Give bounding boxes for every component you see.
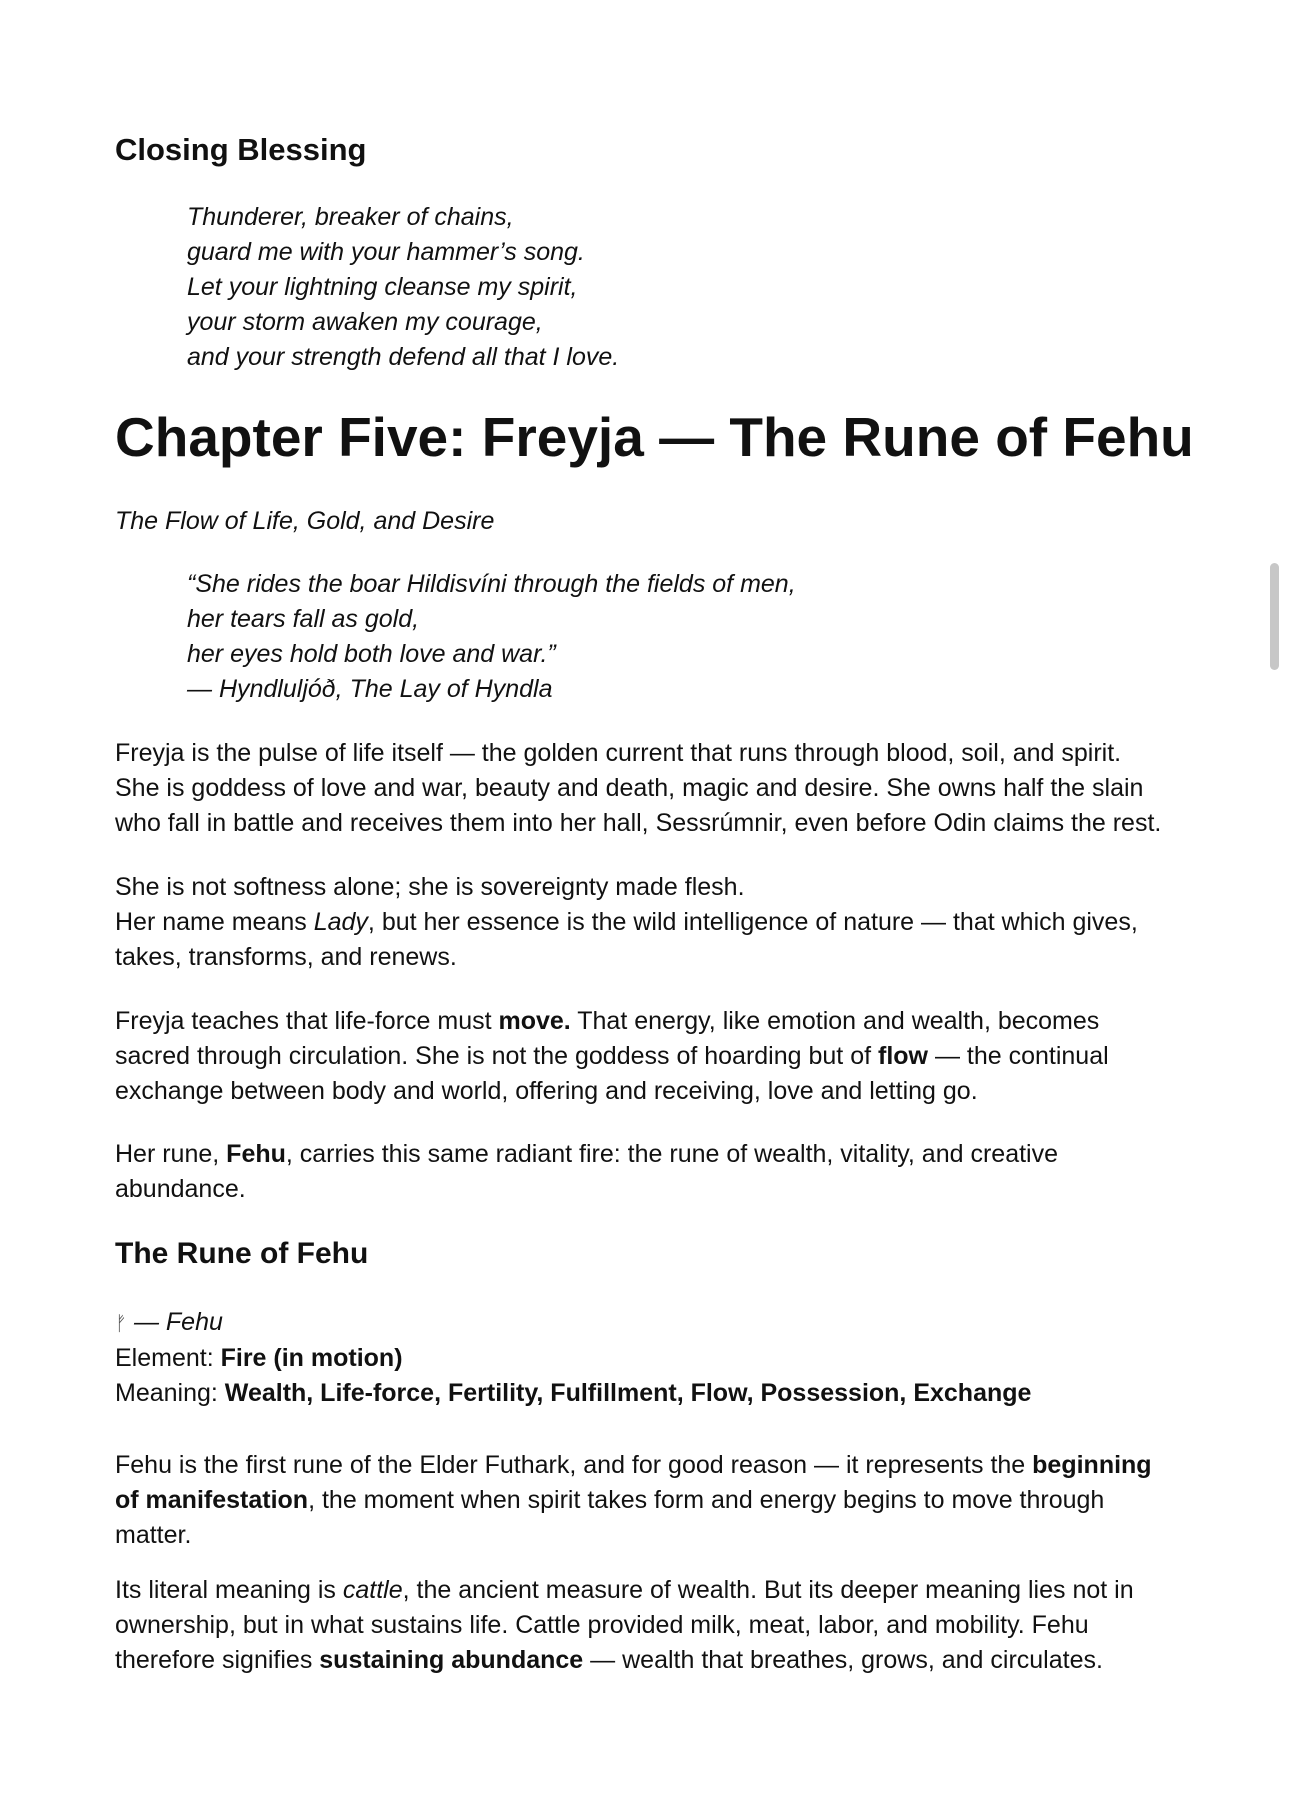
text-line: Freyja is the pulse of life itself — the golden current that runs through blood, soil, and spirit.: [115, 739, 1122, 767]
paragraph-cattle: [115, 1573, 1230, 1678]
text-line: exchange between body and world, offering and receiving, love and letting go.: [115, 1077, 978, 1105]
text-run: sacred through circulation. She is not the goddess of hoarding but of: [115, 1042, 878, 1070]
text-run: — wealth that breathes, grows, and circulates.: [583, 1646, 1103, 1674]
text-line: [115, 1004, 1230, 1039]
emphasis-text: Lady: [313, 908, 368, 936]
text-line: [115, 1483, 1230, 1518]
text-line: She is not softness alone; she is sovereignty made flesh.: [115, 873, 745, 901]
rune-section-heading: The Rune of Fehu: [115, 1237, 369, 1270]
chapter-epigraph: [187, 567, 796, 707]
text-run: , carries this same radiant fire: the rune of wealth, vitality, and creative: [285, 1140, 1058, 1168]
poem-line: Let your lightning cleanse my spirit,: [187, 273, 578, 301]
bold-text: of manifestation: [115, 1486, 309, 1514]
paragraph-sovereignty: [115, 870, 1230, 975]
text-run: Her rune,: [115, 1140, 227, 1168]
epigraph-line: her tears fall as gold,: [187, 605, 420, 633]
bold-text: flow: [878, 1042, 928, 1070]
bold-text: sustaining abundance: [319, 1646, 584, 1674]
chapter-title: Chapter Five: Freyja — The Rune of Fehu: [115, 406, 1194, 468]
epigraph-line: her eyes hold both love and war.”: [187, 640, 556, 668]
text-run: Freyja teaches that life-force must: [115, 1007, 499, 1035]
closing-blessing-heading: Closing Blessing: [115, 132, 367, 167]
meaning-label: Meaning:: [115, 1379, 225, 1407]
text-line: [115, 1643, 1230, 1678]
text-run: , the ancient measure of wealth. But its deeper meaning lies not in: [402, 1576, 1134, 1604]
bold-text: Fehu: [226, 1140, 286, 1168]
text-run: That energy, like emotion and wealth, becomes: [570, 1007, 1100, 1035]
text-line: matter.: [115, 1521, 192, 1549]
text-line: abundance.: [115, 1175, 246, 1203]
epigraph-attribution: — Hyndluljóð, The Lay of Hyndla: [187, 675, 553, 703]
fehu-rune-icon: ᚠ: [115, 1311, 127, 1335]
element-label: Element:: [115, 1344, 221, 1372]
closing-blessing-poem: [187, 200, 619, 375]
rune-element-line: [115, 1341, 1031, 1376]
text-line: She is goddess of love and war, beauty and death, magic and desire. She owns half the slain: [115, 774, 1144, 802]
text-line: [115, 1448, 1230, 1483]
poem-line: guard me with your hammer’s song.: [187, 238, 585, 266]
epigraph-line: “She rides the boar Hildisvíni through the fields of men,: [187, 570, 796, 598]
text-line: [115, 1573, 1230, 1608]
text-line: [115, 1039, 1230, 1074]
poem-line: and your strength defend all that I love.: [187, 343, 620, 371]
text-line: who fall in battle and receives them into her hall, Sessrúmnir, even before Odin claims the rest.: [115, 809, 1162, 837]
bold-text: move.: [498, 1007, 571, 1035]
poem-line: Thunderer, breaker of chains,: [187, 203, 514, 231]
rune-name-line: [115, 1305, 1031, 1341]
text-run: Its literal meaning is: [115, 1576, 343, 1604]
bold-text: beginning: [1032, 1451, 1152, 1479]
paragraph-freyja-intro: [115, 736, 1230, 841]
text-run: Fehu is the first rune of the Elder Futhark, and for good reason — it represents the: [115, 1451, 1033, 1479]
text-run: , the moment when spirit takes form and energy begins to move through: [308, 1486, 1105, 1514]
meaning-value: Wealth, Life-force, Fertility, Fulfillment, Flow, Possession, Exchange: [224, 1379, 1032, 1407]
element-value: Fire (in motion): [220, 1344, 403, 1372]
paragraph-first-rune: [115, 1448, 1230, 1553]
chapter-subtitle: The Flow of Life, Gold, and Desire: [115, 507, 495, 535]
text-line: [115, 905, 1230, 940]
emphasis-text: cattle: [342, 1576, 403, 1604]
rune-name: — Fehu: [127, 1308, 223, 1336]
text-line: ownership, but in what sustains life. Cattle provided milk, meat, labor, and mobility. Fehu: [115, 1611, 1089, 1639]
text-run: , but her essence is the wild intelligence of nature — that which gives,: [367, 908, 1138, 936]
paragraph-flow: [115, 1004, 1230, 1109]
text-run: — the continual: [928, 1042, 1109, 1070]
text-run: therefore signifies: [115, 1646, 320, 1674]
text-line: takes, transforms, and renews.: [115, 943, 457, 971]
text-line: [115, 1137, 1230, 1172]
paragraph-her-rune: [115, 1137, 1230, 1207]
poem-line: your storm awaken my courage,: [187, 308, 543, 336]
text-run: Her name means: [115, 908, 314, 936]
vertical-scrollbar-thumb[interactable]: [1270, 563, 1279, 670]
rune-meaning-line: [115, 1376, 1031, 1411]
rune-info-block: [115, 1305, 1031, 1411]
